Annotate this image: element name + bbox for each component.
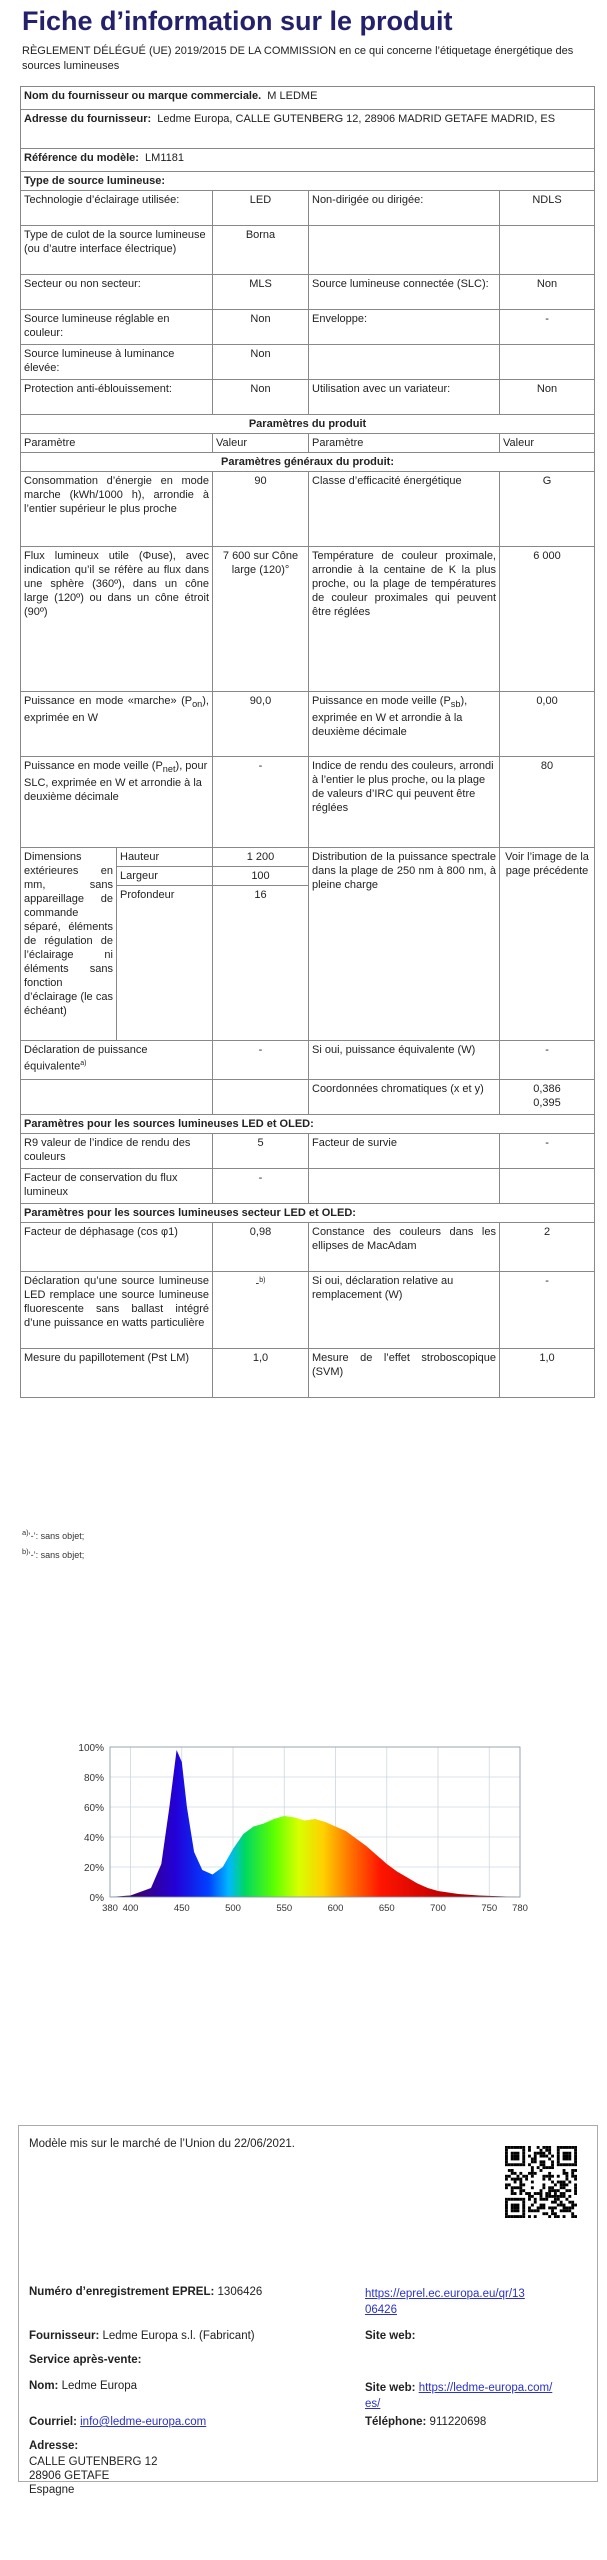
service-name-line: Nom: Ledme Europa [29,2380,138,2392]
table-cell: Déclaration de puissance équivalente$^{a)}$ [21,1041,213,1080]
table-cell [309,226,500,275]
table-cell: Enveloppe: [309,310,500,345]
table-cell: Paramètre [309,434,500,453]
email-link[interactable]: info@ledme-europa.com [80,2416,207,2428]
table-cell: Référence du modèle: LM1181 [21,149,595,172]
table-cell: Hauteur [117,848,213,867]
table-cell [21,1080,213,1115]
general-params-section [21,453,595,472]
spectrum-area [110,1750,520,1897]
table-cell: LED [213,191,309,226]
table-cell: Facteur de conservation du flux lumineux [21,1169,213,1204]
table-cell: 1,0 [500,1349,595,1398]
table-cell: Coordonnées chromatiques (x et y) [309,1080,500,1115]
table-cell: - [500,1272,595,1349]
table-cell: Facteur de survie [309,1134,500,1169]
x-tick-label: 500 [225,1903,241,1914]
x-tick-label: 550 [276,1903,293,1914]
x-tick-label: 780 [512,1903,528,1914]
table-cell: Source lumineuse réglable en couleur: [21,310,213,345]
table-cell [500,345,595,380]
service-website-link-cont[interactable]: es/ [365,2398,381,2410]
displacement-factor-row [21,1223,595,1272]
footnotes [22,1525,84,1563]
table-cell: Déclaration qu’une source lumineuse LED remplace une source lumineuse fluorescente sans ballast intégré d’une puissance en watts particulière [21,1272,213,1349]
table-cell: Source lumineuse à luminance élevée: [21,345,213,380]
chromaticity-row [21,1080,595,1115]
table-cell: Constance des couleurs dans les ellipses de MacAdam [309,1223,500,1272]
table-cell: - [213,1041,309,1080]
table-cell: Borna [213,226,309,275]
table-cell: G [500,472,595,547]
table-cell: R9 valeur de l’indice de rendu des couleurs [21,1134,213,1169]
cap-type-row [21,226,595,275]
table-cell [500,226,595,275]
x-tick-label: 450 [173,1903,190,1914]
product-info-table [20,86,595,1398]
service-website-line: Site web: https://ledme-europa.com/ es/ [365,2382,553,2410]
table-cell [309,1169,500,1204]
address-block: CALLE GUTENBERG 12 28906 GETAFE Espagne [29,2456,158,2496]
table-cell: Secteur ou non secteur: [21,275,213,310]
table-cell: Type de culot de la source lumineuse (ou d’autre interface électrique) [21,226,213,275]
spectral-distribution-chart [60,1735,535,1915]
table-cell: Type de source lumineuse: [21,172,595,191]
market-date-text: Modèle mis sur le marché de l’Union du 22/06/2021. [29,2138,295,2150]
table-cell: Technologie d’éclairage utilisée: [21,191,213,226]
table-cell: 0,98 [213,1223,309,1272]
x-tick-label: 650 [378,1903,395,1914]
technology-row [21,191,595,226]
footnote-b: $^{b)}$‘-’: sans objet; [22,1547,85,1560]
network-standby-row [21,757,595,848]
table-cell: 90,0 [213,692,309,757]
table-cell: 16 [213,886,309,1041]
model-reference-row [21,149,595,172]
table-cell: Source lumineuse connectée (SLC): [309,275,500,310]
table-cell: Dimensions extérieures en mm, sans appareillage de commande séparé, éléments de régulation de l’éclairage ni éléments sans fonction d’éclairage (le cas échéant) [21,848,117,1041]
table-cell: Distribution de la puissance spectrale dans la plage de 250 nm à 800 nm, à pleine charge [309,848,500,1041]
table-cell: Non [213,345,309,380]
y-tick-label: 60% [83,1803,104,1814]
x-tick-label: 380 [102,1903,118,1914]
table-cell: 0,386 0,395 [500,1080,595,1115]
table-cell: 0,00 [500,692,595,757]
table-cell: Température de couleur proximale, arrondie à la centaine de K la plus proche, ou la plage de températures de couleur proximales qui peuvent être réglées [309,547,500,692]
website-label-1: Site web: [365,2330,416,2342]
table-cell: MLS [213,275,309,310]
supplier-name-row [21,87,595,110]
table-cell: Utilisation avec un variateur: [309,380,500,415]
qr-code-icon[interactable] [505,2146,577,2218]
table-cell: Valeur [500,434,595,453]
supplier-address-row [21,110,595,149]
table-cell: Si oui, puissance équivalente (W) [309,1041,500,1080]
y-tick-label: 40% [83,1833,104,1844]
table-cell [213,1080,309,1115]
table-cell: NDLS [500,191,595,226]
flicker-row [21,1349,595,1398]
table-cell: - [213,1169,309,1204]
table-cell: - [500,310,595,345]
service-website-link[interactable]: https://ledme-europa.com/ [418,2382,553,2394]
regulation-subtitle: RÈGLEMENT DÉLÉGUÉ (UE) 2019/2015 DE LA COMMISSION en ce qui concerne l’étiquetage énergétique des sources lumineuses [22,45,574,72]
lumen-maintenance-row [21,1169,595,1204]
table-cell: 80 [500,757,595,848]
table-cell: Consommation d’énergie en mode marche (kWh/1000 h), arrondie à l’entier supérieur le plus proche [21,472,213,547]
params-header-row [21,434,595,453]
table-cell: Paramètres pour les sources lumineuses secteur LED et OLED: [21,1204,595,1223]
table-cell: 6 000 [500,547,595,692]
table-cell: Indice de rendu des couleurs, arrondi à l’entier le plus proche, ou la plage de valeurs d’IRC qui peuvent être réglées [309,757,500,848]
table-cell: Valeur [213,434,309,453]
table-cell: Profondeur [117,886,213,1041]
table-cell: Si oui, déclaration relative au remplacement (W) [309,1272,500,1349]
y-tick-label: 80% [83,1773,104,1784]
table-cell: 7 600 sur Cône large (120)° [213,547,309,692]
table-cell: 100 [213,867,309,886]
table-cell: 1,0 [213,1349,309,1398]
eprel-info-box: Modèle mis sur le marché de l’Union du 22/06/2021. Numéro d’enregistrement EPREL: 1306426 https://eprel.ec.europa.eu/qr/13 06426 Fournisseur: Ledme Europa s.l. (Fabricant) Site web: Service après-vente: Nom: Ledme Europa Site web: https://ledme-europa.com/ es/ Courriel: info@ledme-europa.com Téléphone: 911220698 Adresse: CALLE GUTENBERG 12 28906 GETAFE Espagne [18,2125,598,2482]
table-cell: -$^{b)}$ [213,1272,309,1349]
phone-line: Téléphone: 911220698 [365,2416,487,2428]
equivalent-power-row [21,1041,595,1080]
table-cell: Paramètre [21,434,213,453]
table-cell: Protection anti-éblouissement: [21,380,213,415]
table-cell: Paramètres pour les sources lumineuses LED et OLED: [21,1115,595,1134]
eprel-qr-link[interactable]: https://eprel.ec.europa.eu/qr/13 06426 [365,2288,525,2316]
table-cell: Facteur de déphasage (cos φ1) [21,1223,213,1272]
anti-glare-row [21,380,595,415]
table-cell: - [500,1134,595,1169]
x-tick-label: 750 [481,1903,498,1914]
energy-consumption-row [21,472,595,547]
table-cell: 5 [213,1134,309,1169]
table-cell: Puissance en mode veille $(P_{net})$, pour SLC, exprimée en W et arrondie à la deuxième décimale [21,757,213,848]
fluorescent-replacement-row [21,1272,595,1349]
table-cell [500,1169,595,1204]
x-tick-label: 600 [327,1903,344,1914]
on-mode-power-row [21,692,595,757]
luminous-flux-row [21,547,595,692]
table-cell: Paramètres généraux du produit: [21,453,595,472]
table-cell: Puissance en mode «marche» $(P_{on})$, exprimée en W [21,692,213,757]
table-cell: Largeur [117,867,213,886]
product-params-section [21,415,595,434]
high-luminance-row [21,345,595,380]
table-cell: Paramètres du produit [21,415,595,434]
table-cell: Voir l’image de la page précédente [500,848,595,1041]
led-oled-section [21,1115,595,1134]
table-cell: Non [500,380,595,415]
supplier-line: Fournisseur: Ledme Europa s.l. (Fabricant) [29,2330,255,2342]
table-cell: 90 [213,472,309,547]
table-cell [309,345,500,380]
table-cell: Puissance en mode veille $(P_{sb})$, exprimée en W et arrondie à la deuxième décimale [309,692,500,757]
email-line: Courriel: info@ledme-europa.com [29,2416,207,2428]
address-label: Adresse: [29,2440,79,2452]
table-cell: Mesure du papillotement (Pst LM) [21,1349,213,1398]
mains-row [21,275,595,310]
page-title: Fiche d’information sur le produit [22,6,453,36]
table-cell: Flux lumineux utile (Φuse), avec indication qu’il se réfère au flux dans une sphère (360º), dans un cône large (120º) ou dans un cône étroit (90º) [21,547,213,692]
table-cell: Non-dirigée ou dirigée: [309,191,500,226]
y-tick-label: 20% [83,1863,104,1874]
after-sales-label: Service après-vente: [29,2354,142,2366]
y-tick-label: 100% [78,1743,104,1754]
table-cell: Mesure de l’effet stroboscopique (SVM) [309,1349,500,1398]
color-tunable-row [21,310,595,345]
table-cell: 2 [500,1223,595,1272]
y-tick-label: 0% [89,1893,104,1904]
table-cell: Non [213,310,309,345]
x-tick-label: 400 [122,1903,139,1914]
table-cell: Adresse du fournisseur: Ledme Europa, CALLE GUTENBERG 12, 28906 MADRID GETAFE MADRID, ES [21,110,595,149]
table-cell: Classe d’efficacité énergétique [309,472,500,547]
r9-row [21,1134,595,1169]
table-cell: Nom du fournisseur ou marque commerciale. M LEDME [21,87,595,110]
table-cell: 1 200 [213,848,309,867]
dimensions-row-height [21,848,595,867]
table-cell: Non [500,275,595,310]
mains-led-section [21,1204,595,1223]
footnote-a: $^{a)}$‘-’: sans objet; [22,1528,85,1541]
table-cell: Non [213,380,309,415]
table-cell: - [500,1041,595,1080]
x-tick-label: 700 [430,1903,446,1914]
table-cell: - [213,757,309,848]
light-source-section [21,172,595,191]
